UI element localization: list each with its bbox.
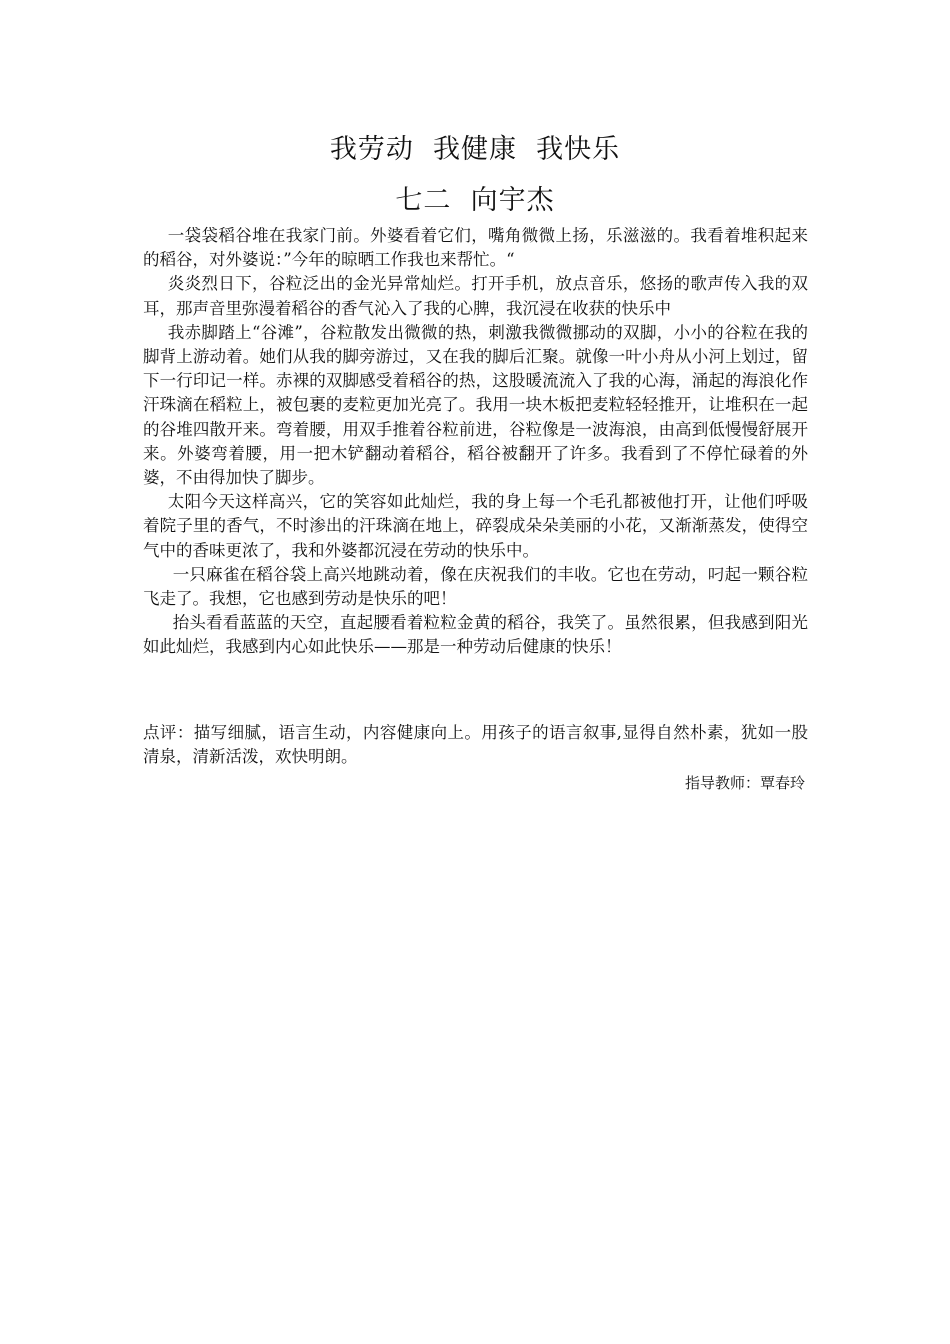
paragraph-6: 抬头看看蓝蓝的天空，直起腰看着粒粒金黄的稻谷，我笑了。虽然很累，但我感到阳光如此灿烂，我感到内心如此快乐——那是一种劳动后健康的快乐！ <box>143 613 808 657</box>
paragraph-3: 我赤脚踏上“谷滩”，谷粒散发出微微的热，刺激我微微挪动的双脚，小小的谷粒在我的脚背上游动着。她们从我的脚旁游过，又在我的脚后汇聚。就像一叶小舟从小河上划过，留下一行印记一样。赤裸的双脚感受着稻谷的热，这股暖流流入了我的心海，涌起的海浪化作汗珠滴在稻粒上，被包裹的麦粒更加光亮了。我用一块木板把麦粒轻轻推开，让堆积在一起的谷堆四散开来。弯着腰，用双手推着谷粒前进，谷粒像是一波海浪，由高到低慢慢舒展开来。外婆弯着腰，用一把木铲翻动着稻谷，稻谷被翻开了许多。我看到了不停忙碌着的外婆，不由得加快了脚步。 <box>143 322 808 488</box>
paragraph-4: 太阳今天这样高兴，它的笑容如此灿烂，我的身上每一个毛孔都被他打开，让他们呼吸着院子里的香气，不时渗出的汗珠滴在地上，碎裂成朵朵美丽的小花，又渐渐蒸发，使得空气中的香味更浓了，我和外婆都沉浸在劳动的快乐中。 <box>143 492 808 560</box>
essay-title: 我劳动 我健康 我快乐 <box>329 134 621 165</box>
paragraph-1: 一袋袋稻谷堆在我家门前。外婆看着它们，嘴角微微上扬，乐滋滋的。我看着堆积起来的稻谷，对外婆说：”今年的晾晒工作我也来帮忙。“ <box>143 226 808 270</box>
teacher-comment: 点评：描写细腻，语言生动，内容健康向上。用孩子的语言叙事,显得自然朴素，犹如一股清泉，清新活泼，欢快明朗。 <box>143 723 808 767</box>
paragraph-2: 炎炎烈日下，谷粒泛出的金光异常灿烂。打开手机，放点音乐，悠扬的歌声传入我的双耳，那声音里弥漫着稻谷的香气沁入了我的心脾，我沉浸在收获的快乐中 <box>143 274 808 318</box>
teacher-signature: 指导教师：覃春玲 <box>684 774 805 792</box>
essay-body <box>143 224 808 660</box>
paragraph-5: 一只麻雀在稻谷袋上高兴地跳动着，像在庆祝我们的丰收。它也在劳动，叼起一颗谷粒飞走了。我想，它也感到劳动是快乐的吧！ <box>143 564 808 609</box>
author-line: 七二 向宇杰 <box>395 185 555 216</box>
